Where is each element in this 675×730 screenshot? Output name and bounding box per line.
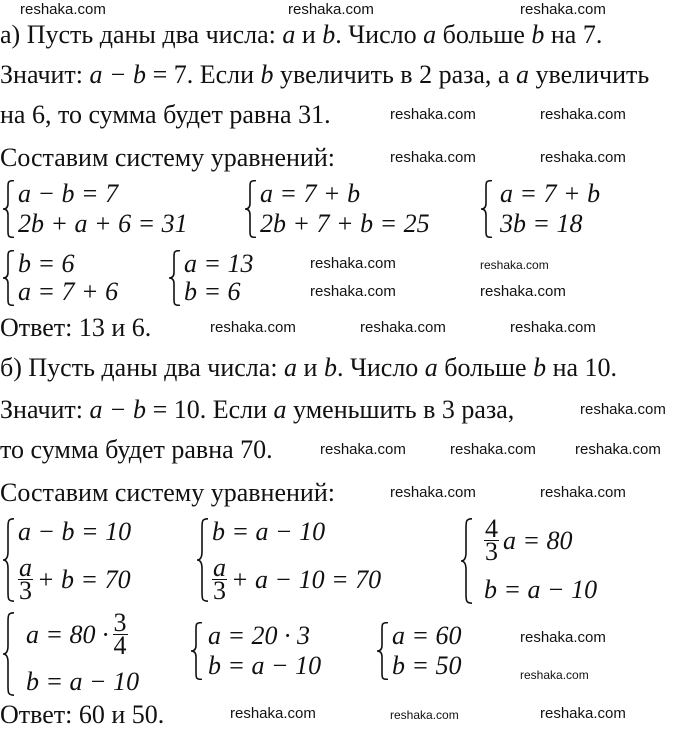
system-b1: a − b = 10 $\frac{a}{3}$ + b = 70 (2, 518, 131, 602)
system-b4: a = 80 · $\frac{3}{4}$ b = a − 10 (2, 612, 139, 696)
watermark: reshaka.com (310, 283, 396, 300)
brace-icon (2, 250, 16, 306)
watermark: reshaka.com (288, 1, 374, 18)
watermark: reshaka.com (575, 441, 661, 458)
watermark: reshaka.com (230, 705, 316, 722)
watermark: reshaka.com (450, 441, 536, 458)
system-a4: b = 6 a = 7 + 6 (2, 250, 118, 306)
part-b-line2: Значит: a − b = 10. Если a уменьшить в 3 раза, (0, 395, 515, 424)
watermark: reshaka.com (580, 401, 666, 418)
brace-icon (2, 518, 16, 602)
system-b6: a = 60 b = 50 (376, 622, 462, 680)
watermark: reshaka.com (520, 1, 606, 18)
system-a1: a − b = 7 2b + a + 6 = 31 (2, 180, 188, 238)
part-a-line1: а) Пусть даны два числа: a и b. Число a больше b на 7. (0, 20, 603, 49)
watermark: reshaka.com (540, 705, 626, 722)
watermark: reshaka.com (360, 319, 446, 336)
watermark: reshaka.com (320, 441, 406, 458)
system-a3: a = 7 + b 3b = 18 (480, 180, 600, 238)
part-b-line3: то сумма будет равна 70. (0, 435, 273, 464)
watermark: reshaka.com (390, 149, 476, 166)
watermark: reshaka.com (480, 258, 549, 272)
brace-icon (2, 612, 16, 696)
part-b-line4: Составим систему уравнений: (0, 478, 335, 507)
watermark: reshaka.com (520, 668, 589, 682)
brace-icon (460, 518, 474, 604)
system-b2: b = a − 10 $\frac{a}{3}$ + a − 10 = 70 (196, 518, 381, 602)
brace-icon (196, 518, 210, 602)
watermark: reshaka.com (520, 629, 606, 646)
watermark: reshaka.com (480, 283, 566, 300)
watermark: reshaka.com (390, 484, 476, 501)
brace-icon (244, 180, 258, 238)
brace-icon (2, 180, 16, 238)
brace-icon (190, 622, 204, 680)
system-a5: a = 13 b = 6 (168, 250, 254, 306)
watermark: reshaka.com (210, 319, 296, 336)
watermark: reshaka.com (540, 106, 626, 123)
brace-icon (376, 622, 390, 680)
part-a-answer: Ответ: 13 и 6. (0, 313, 152, 342)
watermark: reshaka.com (20, 1, 106, 18)
part-a-line3: на 6, то сумма будет равна 31. (0, 100, 331, 129)
brace-icon (480, 180, 494, 238)
system-b5: a = 20 · 3 b = a − 10 (190, 622, 321, 680)
watermark: reshaka.com (510, 319, 596, 336)
brace-icon (168, 250, 182, 306)
watermark: reshaka.com (390, 708, 459, 722)
watermark: reshaka.com (390, 106, 476, 123)
part-b-line1: б) Пусть даны два числа: a и b. Число a больше b на 10. (0, 353, 618, 382)
part-b-answer: Ответ: 60 и 50. (0, 700, 165, 729)
watermark: reshaka.com (540, 484, 626, 501)
part-a-line2: Значит: a − b = 7. Если b увеличить в 2 раза, а a увеличить (0, 60, 650, 89)
system-a2: a = 7 + b 2b + 7 + b = 25 (244, 180, 430, 238)
watermark: reshaka.com (310, 255, 396, 272)
part-a-line4: Составим систему уравнений: (0, 143, 335, 172)
watermark: reshaka.com (540, 149, 626, 166)
system-b3: $\frac{4}{3}$ a = 80 b = a − 10 (460, 518, 597, 604)
